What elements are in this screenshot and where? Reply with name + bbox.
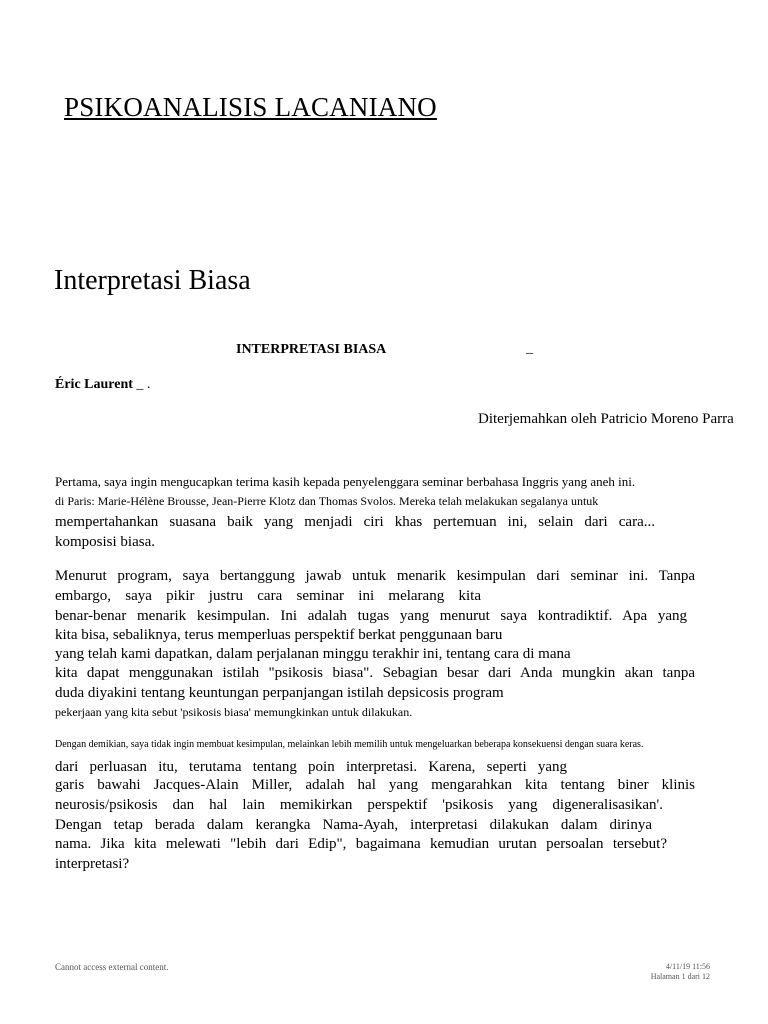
paragraph-1-line: mempertahankan suasana baik yang menjadi ciri khas pertemuan ini, selain dari cara...	[55, 514, 655, 530]
paragraph-2-line: pekerjaan yang kita sebut 'psikosis biasa' memungkinkan untuk dilakukan.	[55, 705, 413, 719]
author-footnote-mark: _ .	[132, 377, 151, 392]
paragraph-2-line: Menurut program, saya bertanggung jawab untuk menarik kesimpulan dari seminar ini. Tanpa	[55, 568, 695, 584]
author-line	[55, 377, 150, 393]
paragraph-1-line: komposisi biasa.	[55, 534, 155, 550]
paragraph-1-line: di Paris: Marie-Hélène Brousse, Jean-Pierre Klotz dan Thomas Svolos. Mereka telah melakukan segalanya untuk	[55, 494, 599, 508]
paragraph-3-line: interpretasi?	[55, 856, 130, 872]
heading-footnote-mark: _	[526, 341, 533, 356]
paragraph-1-line: Pertama, saya ingin mengucapkan terima kasih kepada penyelenggara seminar berbahasa Inggris yang aneh ini.	[55, 474, 636, 489]
paragraph-2-line: embargo, saya pikir justru cara seminar ini melarang kita	[55, 588, 481, 604]
author-name: Éric Laurent	[55, 377, 133, 392]
footer-page-info	[640, 962, 710, 982]
translator-credit: Diterjemahkan oleh Patricio Moreno Parra	[478, 411, 734, 427]
section-title: Interpretasi Biasa	[54, 265, 251, 296]
paragraph-3-line: garis bawahi Jacques-Alain Miller, adalah hal yang mengarahkan kita tentang biner klinis	[55, 777, 695, 793]
footer-notice: Cannot access external content.	[55, 962, 169, 972]
paragraph-3-line: neurosis/psikosis dan hal lain memikirkan perspektif 'psikosis yang digeneralisasikan'.	[55, 797, 663, 813]
paragraph-3-line: nama. Jika kita melewati "lebih dari Edip", bagaimana kemudian urutan persoalan tersebut?	[55, 836, 667, 852]
paragraph-2-line: benar-benar menarik kesimpulan. Ini adalah tugas yang menurut saya kontradiktif. Apa yang	[55, 608, 687, 624]
paragraph-3-line: Dengan demikian, saya tidak ingin membuat kesimpulan, melainkan lebih memilih untuk mengeluarkan beberapa konsekuensi dengan suara keras.	[55, 739, 644, 750]
paragraph-3-line: Dengan tetap berada dalam kerangka Nama-Ayah, interpretasi dilakukan dalam dirinya	[55, 817, 652, 833]
paragraph-2-line: duda diyakini tentang keuntungan perpanjangan istilah depsicosis program	[55, 685, 504, 701]
paragraph-2-line: kita bisa, sebaliknya, terus memperluas perspektif berkat penggunaan baru	[55, 627, 503, 643]
paragraph-2-line: kita dapat menggunakan istilah "psikosis biasa". Sebagian besar dari Anda mungkin akan tanpa	[55, 665, 695, 681]
paragraph-2-line: yang telah kami dapatkan, dalam perjalanan minggu terakhir ini, tentang cara di mana	[55, 646, 571, 662]
footer-timestamp: 4/11/19 11:56	[665, 962, 710, 971]
footer-page-number: Halaman 1 dari 12	[650, 972, 710, 981]
document-title: PSIKOANALISIS LACANIANO	[64, 92, 437, 122]
center-heading: INTERPRETASI BIASA	[236, 342, 387, 357]
paragraph-3-line: dari perluasan itu, terutama tentang poin interpretasi. Karena, seperti yang	[55, 759, 567, 775]
